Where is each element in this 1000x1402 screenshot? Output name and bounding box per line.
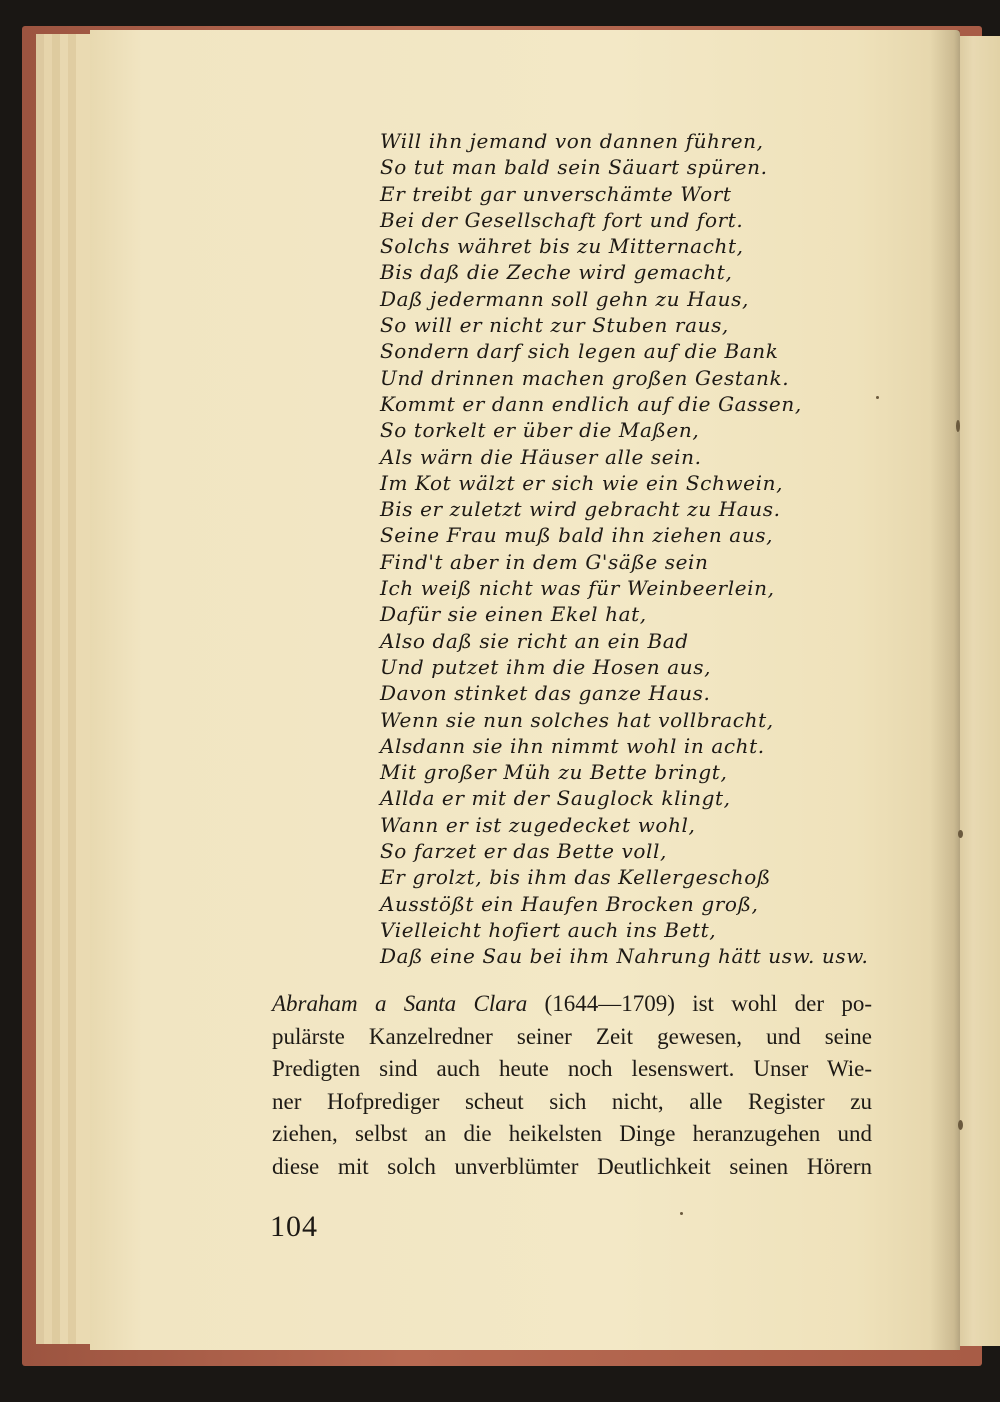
poem-line: Vielleicht hofiert auch ins Bett,	[380, 917, 717, 942]
poem-line: Will ihn jemand von dannen führen,	[380, 129, 764, 153]
poem-line: Als wärn die Häuser alle sein.	[380, 444, 702, 469]
poem-line: Mit großer Müh zu Bette bringt,	[380, 760, 728, 785]
poem	[380, 128, 869, 970]
prose-paragraph	[272, 988, 872, 1183]
poem-line: Er treibt gar unverschämte Wort	[380, 181, 732, 206]
poem-line: Also daß sie richt an ein Bad	[380, 628, 689, 653]
paper-speck	[876, 396, 879, 399]
paper-speck	[958, 1120, 963, 1130]
poem-line: Dafür sie einen Ekel hat,	[380, 602, 647, 627]
prose-line: ner Hofprediger scheut sich nicht, alle Register zu	[272, 1088, 872, 1114]
poem-line: Bei der Gesellschaft fort und fort.	[380, 207, 744, 232]
poem-line: Allda er mit der Sauglock klingt,	[380, 786, 731, 811]
poem-line: Alsdann sie ihn nimmt wohl in acht.	[380, 733, 765, 758]
gutter-shadow	[930, 30, 960, 1350]
poem-line: So torkelt er über die Maßen,	[380, 418, 700, 443]
paper-speck	[680, 1212, 683, 1215]
paper-speck	[958, 830, 963, 838]
prose-line	[272, 988, 872, 1021]
poem-line: Davon stinket das ganze Haus.	[380, 681, 711, 706]
poem-line: Wann er ist zugedecket wohl,	[380, 812, 696, 837]
poem-line: Er grolzt, bis ihm das Kellergeschoß	[380, 865, 771, 890]
prose-line-rest: (1644—1709) ist wohl der po-	[527, 991, 873, 1016]
poem-line: Im Kot wälzt er sich wie ein Schwein,	[380, 470, 784, 495]
poem-line: Bis er zuletzt wird gebracht zu Haus.	[380, 497, 781, 522]
poem-line: Daß eine Sau bei ihm Nahrung hätt usw. usw.	[380, 944, 869, 969]
poem-line: Und putzet ihm die Hosen aus,	[380, 654, 712, 679]
poem-line: Ich weiß nicht was für Weinbeerlein,	[380, 576, 775, 601]
poem-line: Bis daß die Zeche wird gemacht,	[380, 260, 733, 285]
facing-page-edge	[955, 36, 1000, 1346]
prose-line: diese mit solch unverblümter Deutlichkeit seinen Hörern	[272, 1153, 872, 1179]
poem-line: So will er nicht zur Stuben raus,	[380, 313, 729, 338]
poem-line: Find't aber in dem G'säße sein	[380, 549, 709, 574]
poem-line: Wenn sie nun solches hat vollbracht,	[380, 707, 774, 732]
prose-line: pulärste Kanzelredner seiner Zeit gewesen, und seine	[272, 1023, 872, 1049]
page-number: 104	[270, 1210, 318, 1243]
prose-line: Predigten sind auch heute noch lesenswert. Unser Wie-	[272, 1056, 872, 1081]
poem-line: So farzet er das Bette voll,	[380, 839, 667, 864]
poem-line: Ausstößt ein Haufen Brocken groß,	[380, 891, 759, 916]
poem-line: Kommt er dann endlich auf die Gassen,	[380, 391, 802, 416]
paper-speck	[956, 420, 960, 432]
poem-line: Seine Frau muß bald ihn ziehen aus,	[380, 523, 774, 548]
poem-line: Solchs währet bis zu Mitternacht,	[380, 234, 744, 259]
prose-line: ziehen, selbst an die heikelsten Dinge heranzugehen und	[272, 1121, 872, 1146]
poem-line: So tut man bald sein Säuart spüren.	[380, 155, 768, 180]
poem-line: Und drinnen machen großen Gestank.	[380, 365, 790, 390]
poem-line: Sondern darf sich legen auf die Bank	[380, 339, 779, 364]
poem-line: Daß jedermann soll gehn zu Haus,	[380, 286, 749, 311]
author-name: Abraham a Santa Clara	[272, 991, 528, 1016]
